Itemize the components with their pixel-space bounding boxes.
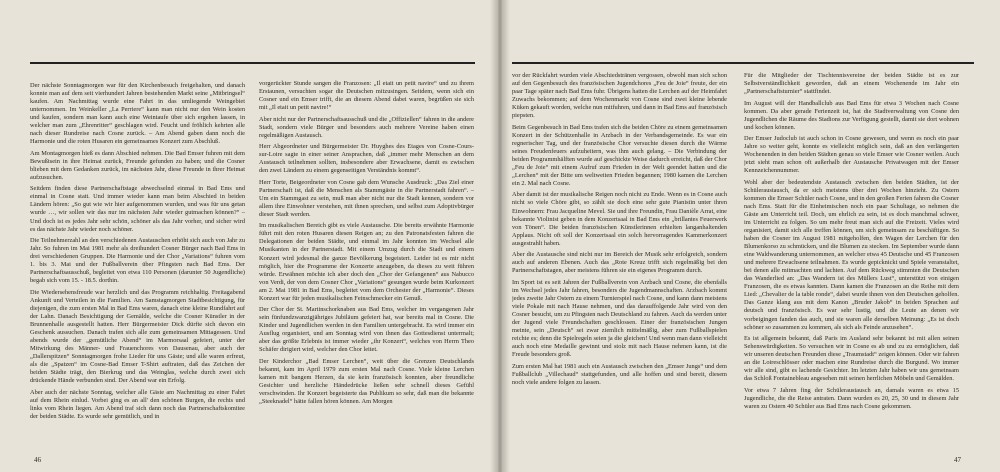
paragraph: Aber damit ist der musikalische Reigen noch nicht zu Ende. Wenn es in Cosne auch nicht so viele Chöre gibt, so zählt sie doch eine sehr gute Pianistin unter ihren Einwohnern: Frau Jacqueline Mevel. Sie und ihre Freundin, Frau Danièle Arrat, eine bekannte Violinist geben in dem Konzertsaal in Bad Ems ein „brillantes Feuerwerk von Tönen“. Die beiden französischen Künstlerinnen erhielten langanhaltenden Applaus. Nicht oft soll der Konzertsaal ein solch hervorragendes Kammerkonzert ausgestrahlt haben.	[512, 191, 727, 247]
paragraph: Der Emser Judoclub ist auch schon in Cosne gewesen, und wenn es noch ein paar Jahre so weiter geht, konnte es vielleicht möglich sein, daß an den verlängerten Wochenenden in den beiden Städten genau so viele Emser wie Cosner weilen. Auch jetzt sieht man schon oft außerhalb der Austausche Privatwagen mit der Emser Kennzeichennummer.	[744, 135, 959, 175]
paragraph: Im August will der Handballclub aus Bad Ems für etwa 3 Wochen nach Cosne kommen. Da aber gerade Ferienzeit ist, hat die Stadtverwaltung von Cosne den Jugendlichen die Räume des Stadions zur Verfügung gestellt, damit sie dort wohnen und kochen können.	[744, 99, 959, 131]
page-number: 47	[954, 456, 961, 464]
paragraph: Die Wiedersehensfreude war herzlich und das Programm reichhaltig. Freitagabend Ankunft und Verteilen in die Familien. Am Samstagmorgen Stadtbesichtigung, für diejenigen, die zum ersten Mal in Bad Ems waren, danach eine kleine Rundfahrt auf der Lahn. Danach Besichtigung der Gemälde, welche die Cosner Künstler in der Brunnenhalle ausgestellt hatten. Herr Bürgermeister Dick dürfte sich davon ein Geschenk aussuchen. Danach trafen sich alle zum gemeinsamen Mittagessen. Und abends wurde der „gemütliche Abend“ im Marmorsaal gefeiert, unter der Mitwirkung des Männer- und Frauenchores von Dausenau, aber auch der „Dallerspitzen“ Sonntagmorgen frohe Lieder für uns Gäste; und alle waren erfreut, als die „Spatzen“ im Cosne-Bad Emser T-Shirt auftraten, daß das Zeichen der beiden Städte trägt, den Bierkrug und das Weinglas, welche durch zwei sich drückende Hände verbunden sind. Der Abend war ein Erfolg.	[30, 288, 245, 385]
paragraph: Der nächste Sonntagmorgen war für den Kirchenbesuch freigehalten, und danach konnte man auf dem seit vierhundert Jahren bestehenden Markt seine „Mitbringsel“ kaufen. Am Nachmittag wurde eine Fahrt in das umliegende Weingebiet unternommen. Im Weinkeller „La Perriere“ kann man nicht nur den Wein kosten und kaufen, sondern man kann auch eine Weintaufe über sich ergehen lassen, in welcher man zum „Ehrenritter“ geschlagen wird. Feucht und fröhlich kehrten alle nach dieser Rundreise nach Cosne zurück. – Am Abend gaben dann noch die Harmonie und die roten Husaren ein gemeinsames Konzert zum Abschluß.	[30, 82, 245, 146]
right-page-column-2	[744, 72, 959, 456]
left-page	[0, 0, 498, 472]
paragraph: vorgerückter Stunde sangen die Franzosen: „Il etait un petit navire“ und zu ihrem Erstaunen, versuchten sogar die Deutschen mitzusingen. Seitdem, wenn sich ein Cosner und ein Emser trifft, die an diesem Abend dabei waren, begrüßen sie sich mit „Il etait un petit navire!“	[259, 80, 474, 112]
paragraph: Der Kinderchor „Bad Emser Lerchen“, weit über die Grenzen Deutschlands bekannt, kam im April 1979 zum ersten Mal nach Cosne. Viele kleine Lerchen kamen mit bangem Herzen, da sie kein französisch konnten, aber freundliche Gesichter und herzliche Händedrücke ließen sehr schnell dieses Gefühl verschwinden. Ihr Konzert begeisterte das Publikum so sehr, daß man die bekannte „Steeknadel“ hätte fallen hören können. Am Morgen	[259, 357, 474, 406]
top-rule	[512, 62, 974, 64]
paragraph: Zum ersten Mal hat 1981 auch ein Austausch zwischen den „Emser Jungs“ und dem Fußballclub „Villechaud“ stattgefunden, und alle hoffen und sind bereit, diesem noch viele andere folgen zu lassen.	[512, 362, 727, 386]
left-page-column-2	[259, 80, 474, 452]
right-page-column-1	[512, 72, 727, 456]
paragraph: Aber nicht nur der Partnerschaftsausschuß und die „Offiziellen“ fahren in die andere Stadt, sondern viele Bürger und besonders auch mehrere Vereine haben einen regelmäßigen Austausch.	[259, 115, 474, 139]
page-number: 46	[34, 456, 41, 464]
left-page-column-1	[30, 82, 245, 452]
paragraph: Im Sport ist es seit Jahren der Fußballverein von Arzbach und Cosne, die ebenfalls im Wechsel jedes Jahr fahren, besonders die Jugendmannschaften. Arzbach kommt jedes zweite Jahr Ostern zu einem Turnierspiel nach Cosne, und kann dann meistens viele Pokale mit nach Hause nehmen, und das darauffolgende Jahr wird von den Cosner besucht, um zu Pfingsten nach Deutschland zu fahren. Auch da werden unter der Jugend viele Freundschaften geschlossen. Einer der französischen Jungen meinte, sein „Deutsch“ sei zwar ziemlich mittelmäßig, aber zum Fußballspielen reichte es; denn die Spielregeln seien ja die gleichen! Und wenn man dann vielleicht auch noch eine Medaille gewinnt und stolz mit nach Hause nehmen kann, ist die Freude besonders groß.	[512, 278, 727, 359]
paragraph: Für die Mitglieder der Tischtennisvereine der beiden Städte ist es zur Selbstverständlichkeit geworden, daß an einem Wochenende im Jahr ein „Partnerschaftsturnier“ stattfindet.	[744, 72, 959, 96]
right-page	[502, 0, 1000, 472]
book-gutter	[490, 0, 510, 472]
paragraph: vor der Rückfahrt wurden viele Abschiedstränen vergossen, obwohl man sich schon auf den Gegenbesuch des französischen Jugendchores „Feu de Joie“ freute, der ein paar Tage später nach Bad Ems fuhr. Übrigens hatten die Lerchen auf der Heimfahrt Zuwachs bekommen; auf dem Wochenmarkt von Cosne sind zwei kleine lebende Küken gekauft worden, welche nun mitfuhren, und dann in Bad Ems auf französisch piepsten.	[512, 72, 727, 120]
paragraph: Es ist allgemein bekannt, daß Paris im Ausland sehr bekannt ist mit allen seinen Sehenswürdigkeiten. So versuchen wir in Cosne es ab und zu zu ermöglichen, daß wir unseren deutschen Freunden diese „Traumstadt“ zeigen können. Oder wir fahren an die Loireschlösser oder machen eine Rundreise durch die Burgund. Wo immer wir alle sind, gibt es lachende Gesichter. Im letzten Jahr haben wir uns gemeinsam das Schloß Fontainebleau angesehen mit seinen herrlichen Möbeln und Gemälden.	[744, 335, 959, 383]
paragraph: Herr Abgeordneter und Bürgermeister Dr. Huyghes des Etages von Cosne-Cours-sur-Loire sagte in einer seiner Ansprachen, daß „immer mehr Menschen an dem Austausch teilnehmen sollten, insbesondere aber Erwachsene, damit es zwischen den zwei Ländern zu einem gegenseitigen Verständnis kommt“.	[259, 143, 474, 175]
paragraph: Herr Torte, Beigeordneter von Cosne gab dem Wunsche Ausdruck: „Das Ziel einer Partnerschaft ist, daß die Menschen als Stammgäste in die Partnerstadt fahren“. – Um ein Stammgast zu sein, muß man aber nicht nur die Stadt kennen, sondern vor allem ihre Einwohner verstehen, mit ihnen sprechen, und selbst zum Adoptivbürger dieser Stadt werden.	[259, 178, 474, 218]
paragraph: Im musikalischen Bereich gibt es viele Austausche. Die bereits erwähnte Harmonie führt mit den roten Husaren diesen Reigen an; zu den Patronatsfesten fahren die Delegationen der beiden Städte, und einmal im Jahr konnten im Wechsel alle Musikanten in der Partnerstadt. Mit einem Umzug durch die Stadt und einem Konzert wird jedesmal die ganze Bevölkerung begeistert. Leider ist es mir nicht möglich, hier die Programme der Konzerte anzugeben, da dieses zu weit führen würde. Erwähnen möchte ich aber doch den „Chor der Gefangenen“ aus Nabucco von Verdi, der von dem Cosner Chor „Variations“ gesungen wurde beim Kurkonzert am 2. Mai 1981 in Bad Ems, begleitet vom dem Orchester der „Harmonie“. Dieses Konzert war für jeden musikalischen Feinschmecker ein Genuß.	[259, 222, 474, 302]
paragraph: Der Chor der St. Martinschorknaben aus Bad Ems, welcher im vergangenen Jahr sein fünfundzwanzigjähriges Jubiläum gefeiert hat, war bereits mal in Cosne. Die Kinder und Jugendlichen werden in den Familien untergebracht. Es wird immer ein Ausflug organisiert, und am Sonntag wird von ihnen das Gottesdienst untermalt; aber das größte Erlebnis ist immer wieder „ihr Konzert“, welches von Herrn Theo Schäfer dirigiert wird, welcher den Chor leitet.	[259, 306, 474, 354]
paragraph: Seitdem finden diese Partnerschaftstage abwechselnd einmal in Bad Ems und einmal in Cosne statt. Und immer wieder kann man beim Abschied in beiden Ländern hören: „So gut wie wir hier aufgenommen wurden, und was für uns getan wurde …, wir sollen wir das nur im nächsten Jahr wieder gutmachen können?“ – Und doch ist es jedes Jahr sehr schön, schöner als das Jahr vorher, und sicher wird es das nächste Jahr wieder noch schöner.	[30, 185, 245, 233]
paragraph: Beim Gegenbesuch in Bad Ems trafen sich die beiden Chöre zu einem gemeinsamen Konzert in der Schützenhalle in Arzbach in der Verbandsgemeinde. Es war ein regnerischer Tag, und der französische Chor versuchte diesen durch die Wärme seines Freudenfeuers aufzuheitern, was ihm auch gelang. – Die Verbindung der beiden Programmhälften wurde auf geschickte Weise dadurch erreicht, daß der Chor „Feu de Joie“ mit einem Aufruf zum Frieden in der Welt geendet hatten und die „Lerchen“ mit der Bitte um weltweiten Frieden begannen; 1980 kamen die Lerchen ein 2. Mal nach Cosne.	[512, 123, 727, 187]
paragraph: Die Teilnehmerzahl an den verschiedenen Austauschen erhöht sich auch von Jahr zu Jahr. So fuhren im Mai 1981 mehr als dreihundert Cosner Bürger nach Bad Ems in drei verschiedenen Gruppen. Die Harmonie und der Chor „Variations“ fuhren vom 1. bis 3. Mai und der Fußballverein über Pfingsten nach Bad Ems. Der Partnerschaftsausschuß, begleitet von etwa 110 Personen (darunter 50 Jugendliche) begab sich vom 15. - 18.5. dorthin.	[30, 237, 245, 285]
paragraph: Aber die Austausche sind nicht nur im Bereich der Musik sehr erfolgreich, sondern auch auf anderen Ebenen. Auch das „Rote Kreuz trifft sich regelmäßig bei den Partnerschaftstagen, aber meistens führen sie ein eigenes Programm durch.	[512, 251, 727, 275]
paragraph: Am Montagmorgen hieß es dann Abschied nehmen. Die Bad Emser fuhren mit dem Bewußtsein in ihre Heimat zurück, Freunde gefunden zu haben; und die Cosner blieben mit dem Gedanken zurück, im nächsten Jahr, diese Freunde in ihrer Heimat aufzusuchen.	[30, 149, 245, 181]
top-rule	[30, 62, 475, 64]
paragraph: Aber auch der nächste Sonntag, welcher alle Gäste am Nachmittag zu einer Fahrt auf dem Rhein einlud. Vorbei ging es an all' den schönen Burgen, die rechts und links vom Rhein liegen. Am Abend traf sich dann noch das Partnerschaftskomitee der beiden Städte. Es wurde sehr gemütlich, und in	[30, 388, 245, 420]
paragraph: Wohl aber der bedeutendste Austausch zwischen den beiden Städten, ist der Schüleraustausch, da er sich meistens über drei Wochen hinzieht. Zu Ostern kommen die Emser Schüler nach Cosne, und in den großen Ferien fahren die Cosner nach Ems. Statt für die Einheimischen noch ein paar Schultage, so nehmen die Gäste am Unterricht teil. Doch, um ehrlich zu sein, ist es doch manchmal schwer, im Unterricht zu folgen. So um mehr freut man sich auf die Freizeit. Vieles wird organisiert, damit sich alle treffen können, um sich gemeinsam zu beschäftigen. So haben die Cosner im August 1981 mitgeholfen, den Wagen der Lerchen für den Blumenkorso zu schmücken, und die Blumen zu stecken. Im September wurde dann eine Waldwanderung unternommen, an welcher etwa 45 Deutsche und 45 Franzosen und mehrere Erwachsene teilnahmen. Es wurde gepicknickt und Spiele veranstaltet, bei denen alle mitmachten und lachten. Auf dem Rückweg stimmten die Deutschen das Wanderlied an: „Das Wandern ist des Müllers Lust“, unterstützt von einigen Franzosen, die es etwas kannten. Dann kamen die Franzosen an die Reihe mit dem Lied: „Chevalier de la table ronde“, dabei wurde ihnen von den Deutschen geholfen. Das Ganze klang aus mit dem Kanon „Bruder Jakob“ in beiden Sprachen auf deutsch und französisch. Es war sehr lustig, und die Leute an denen wir vorbeigingen fanden das auch, und sie waren alle derselben Meinung: „Es ist doch schöner so zusammen zu kommen, als sich als Feinde anzusehen“.	[744, 178, 959, 331]
paragraph: Vor etwa 7 Jahren fing der Schüleraustausch an, damals waren es etwa 15 Jugendliche, die die Reise antraten. Dann wurden es 20, 25, 30 und in diesem Jahr waren zu Ostern 40 Schüler aus Bad Ems nach Cosne gekommen.	[744, 386, 959, 410]
